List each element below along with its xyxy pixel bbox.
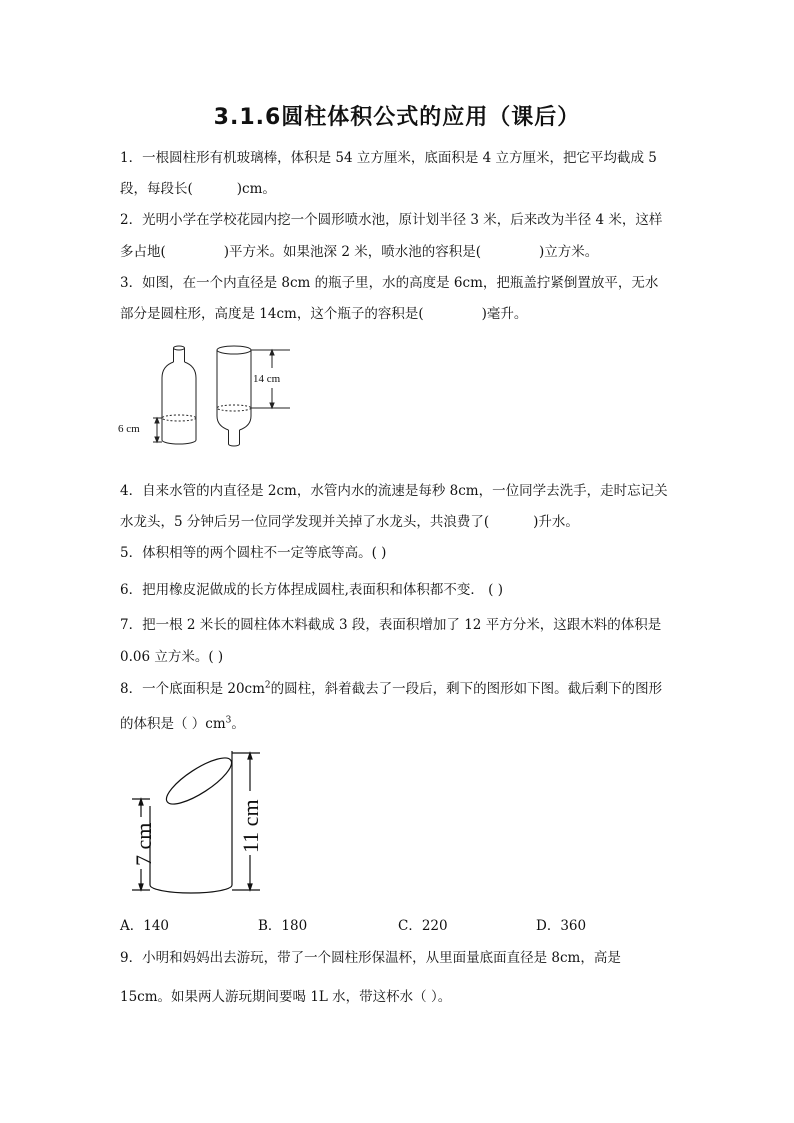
question-2-line-1: 2．光明小学在学校花园内挖一个圆形喷水池，原计划半径 3 米，后来改为半径 4 米，这样 [120,212,663,228]
question-8-line-1 [120,677,662,697]
question-5: 5．体积相等的两个圆柱不一定等底等高。( ) [120,545,387,561]
question-1-line-2 [120,177,276,197]
option-a[interactable]: A．140 [120,918,170,934]
option-c[interactable]: C．220 [398,918,448,934]
q2-text-c: )立方米。 [539,244,599,260]
empty-height-label: 14 cm [253,373,281,385]
option-d[interactable]: D．360 [536,918,587,934]
q3-text-b: )毫升。 [481,306,528,322]
question-9-line-2: 15cm。如果两人游玩期间要喝 1L 水，带这杯水（ ）。 [120,989,452,1005]
question-7-line-2: 0.06 立方米。( ) [120,649,224,665]
question-7-line-1: 7．把一根 2 米长的圆柱体木料截成 3 段，表面积增加了 12 平方分米，这跟木料的体积是 [120,617,662,633]
q8-text-b: 的圆柱，斜着截去了一段后，剩下的图形如下图。截后剩下的图形 [270,681,663,697]
short-height-label: 7 cm [131,822,156,866]
question-3-line-1: 3．如图，在一个内直径是 8cm 的瓶子里，水的高度是 6cm，把瓶盖拧紧倒置放平，无水 [120,275,659,291]
q2-text-a: 多占地( [120,244,166,260]
tall-height-label: 11 cm [238,799,263,853]
question-6: 6．把用橡皮泥做成的长方体捏成圆柱,表面积和体积都不变． ( ) [120,582,503,598]
q1-text-a: 段，每段长( [120,181,193,197]
question-2-line-2 [120,240,598,260]
upright-bottle [153,346,196,444]
q8-superscript: 3 [225,715,232,726]
q8-text-d: 。 [231,716,245,732]
question-9-line-1: 9．小明和妈妈出去游玩，带了一个圆柱形保温杯，从里面量底面直径是 8cm，高是 [120,950,621,966]
q8-text-a: 8．一个底面积是 20cm [120,681,265,697]
question-4-line-2 [120,510,579,530]
q2-text-b: )平方米。如果池深 2 米，喷水池的容积是( [223,244,481,260]
water-height-label: 6 cm [118,423,140,435]
question-8-line-2 [120,712,245,732]
q8-text-c: 的体积是（ ）cm [120,716,226,732]
q8-superscript: 2 [264,680,271,691]
bottle-figure [115,340,305,455]
option-b[interactable]: B．180 [258,918,308,934]
q4-text-a: 水龙头，5 分钟后另一位同学发现并关掉了水龙头，共浪费了( [120,514,490,530]
q3-text-a: 部分是圆柱形，高度是 14cm，这个瓶子的容积是( [120,306,424,322]
q1-text-b: )cm。 [236,181,276,197]
question-3-line-2 [120,302,527,322]
question-1-line-1: 1．一根圆柱形有机玻璃棒，体积是 54 立方厘米，底面积是 4 立方厘米，把它平均截成 5 [120,150,657,166]
cut-cylinder-figure [120,745,280,900]
q4-text-b: )升水。 [533,514,579,530]
question-4-line-1: 4．自来水管的内直径是 2cm，水管内水的流速是每秒 8cm，一位同学去洗手，走时忘记关 [120,483,668,499]
inverted-bottle [217,346,290,446]
cut-face [161,750,238,812]
page-title: 3.1.6圆柱体积公式的应用（课后） [213,105,581,130]
